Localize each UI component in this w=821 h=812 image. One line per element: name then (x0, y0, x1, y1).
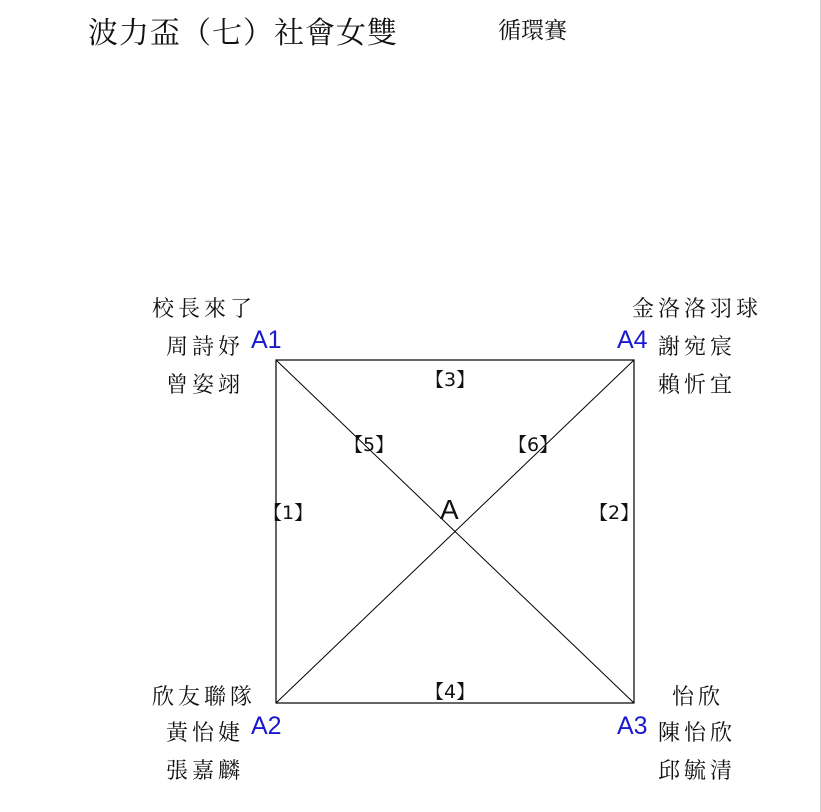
team-name-a2: 欣友聯隊 (152, 685, 257, 710)
match-label-2: 【2】 (589, 502, 640, 524)
group-label: A (440, 494, 459, 525)
team-name-a4: 金洛洛羽球 (632, 297, 763, 322)
player-a2-1: 黃怡婕 (166, 721, 245, 746)
player-a4-1: 謝宛宸 (658, 335, 737, 360)
seed-code-a2: A2 (251, 712, 282, 740)
page-title: 波力盃（七）社會女雙 (88, 16, 398, 51)
seed-code-a4: A4 (617, 326, 648, 354)
match-label-4: 【4】 (425, 681, 476, 703)
match-label-5: 【5】 (344, 434, 395, 456)
player-a2-2: 張嘉麟 (166, 759, 245, 784)
match-label-6: 【6】 (508, 434, 559, 456)
seed-code-a3: A3 (617, 712, 648, 740)
team-name-a3: 怡欣 (672, 685, 725, 710)
match-label-3: 【3】 (425, 369, 476, 391)
tournament-format: 循環賽 (498, 18, 567, 44)
player-a3-1: 陳怡欣 (658, 721, 737, 746)
player-a4-2: 賴忻宜 (658, 373, 737, 398)
player-a1-1: 周詩妤 (166, 335, 245, 360)
player-a1-2: 曾姿翊 (166, 373, 245, 398)
team-name-a1: 校長來了 (152, 297, 257, 322)
player-a3-2: 邱毓清 (658, 759, 737, 784)
seed-code-a1: A1 (251, 326, 282, 354)
match-label-1: 【1】 (263, 502, 314, 524)
